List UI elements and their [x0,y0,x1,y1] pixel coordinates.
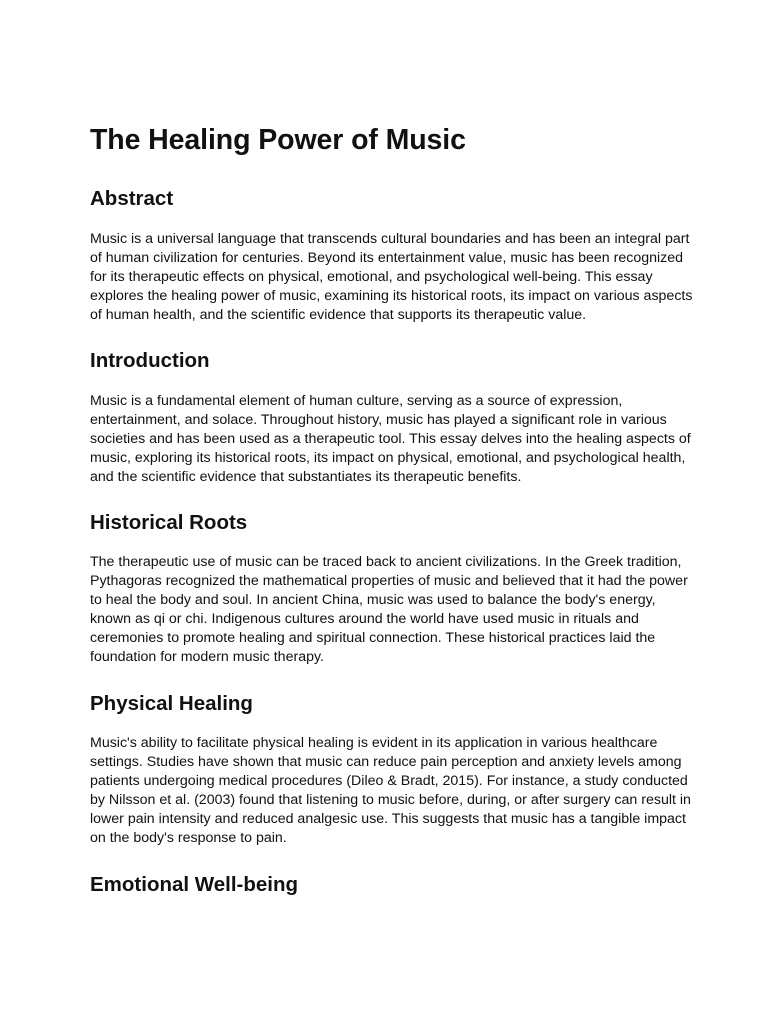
section-body-abstract [90,230,693,325]
section-body-introduction [90,392,690,487]
section-heading-physical-healing: Physical Healing [90,692,253,715]
document-title: The Healing Power of Music [90,124,466,156]
section-body-physical-healing [90,734,690,848]
text-line: lower pain intensity and reduced analgesic use. This suggests that music has a tangible impact [90,811,686,827]
text-line: explores the healing power of music, examining its historical roots, its impact on various aspects [90,288,693,304]
section-heading-introduction: Introduction [90,349,210,372]
text-line: on the body's response to pain. [90,830,287,846]
text-line: Music's ability to facilitate physical healing is evident in its application in various healthcare [90,735,658,751]
text-line: The therapeutic use of music can be traced back to ancient civilizations. In the Greek tradition, [90,554,682,570]
text-line: entertainment, and solace. Throughout history, music has played a significant role in various [90,412,667,428]
text-line: patients undergoing medical procedures (Dileo & Bradt, 2015). For instance, a study conducted [90,773,688,789]
text-line: settings. Studies have shown that music can reduce pain perception and anxiety levels among [90,754,682,770]
text-line: Music is a universal language that transcends cultural boundaries and has been an integral part [90,231,690,247]
text-line: of human health, and the scientific evidence that supports its therapeutic value. [90,307,587,323]
text-line: by Nilsson et al. (2003) found that listening to music before, during, or after surgery can result in [90,792,691,808]
section-body-historical-roots [90,553,690,667]
text-line: Music is a fundamental element of human culture, serving as a source of expression, [90,393,623,409]
section-heading-abstract: Abstract [90,187,174,210]
text-line: music, exploring its historical roots, its impact on physical, emotional, and psychological health, [90,450,686,466]
text-line: foundation for modern music therapy. [90,649,324,665]
text-line: to heal the body and soul. In ancient China, music was used to balance the body's energy, [90,592,656,608]
section-heading-emotional-well-being: Emotional Well-being [90,873,299,896]
text-line: of human civilization for centuries. Beyond its entertainment value, music has been recognized [90,250,684,266]
text-line: Pythagoras recognized the mathematical properties of music and believed that it had the power [90,573,688,589]
text-line: societies and has been used as a therapeutic tool. This essay delves into the healing aspects of [90,431,691,447]
text-line: known as qi or chi. Indigenous cultures around the world have used music in rituals and [90,611,639,627]
text-line: ceremonies to promote healing and spiritual connection. These historical practices laid the [90,630,656,646]
section-heading-historical-roots: Historical Roots [90,511,248,534]
text-line: and the scientific evidence that substantiates its therapeutic benefits. [90,469,522,485]
text-line: for its therapeutic effects on physical, emotional, and psychological well-being. This essay [90,269,653,285]
